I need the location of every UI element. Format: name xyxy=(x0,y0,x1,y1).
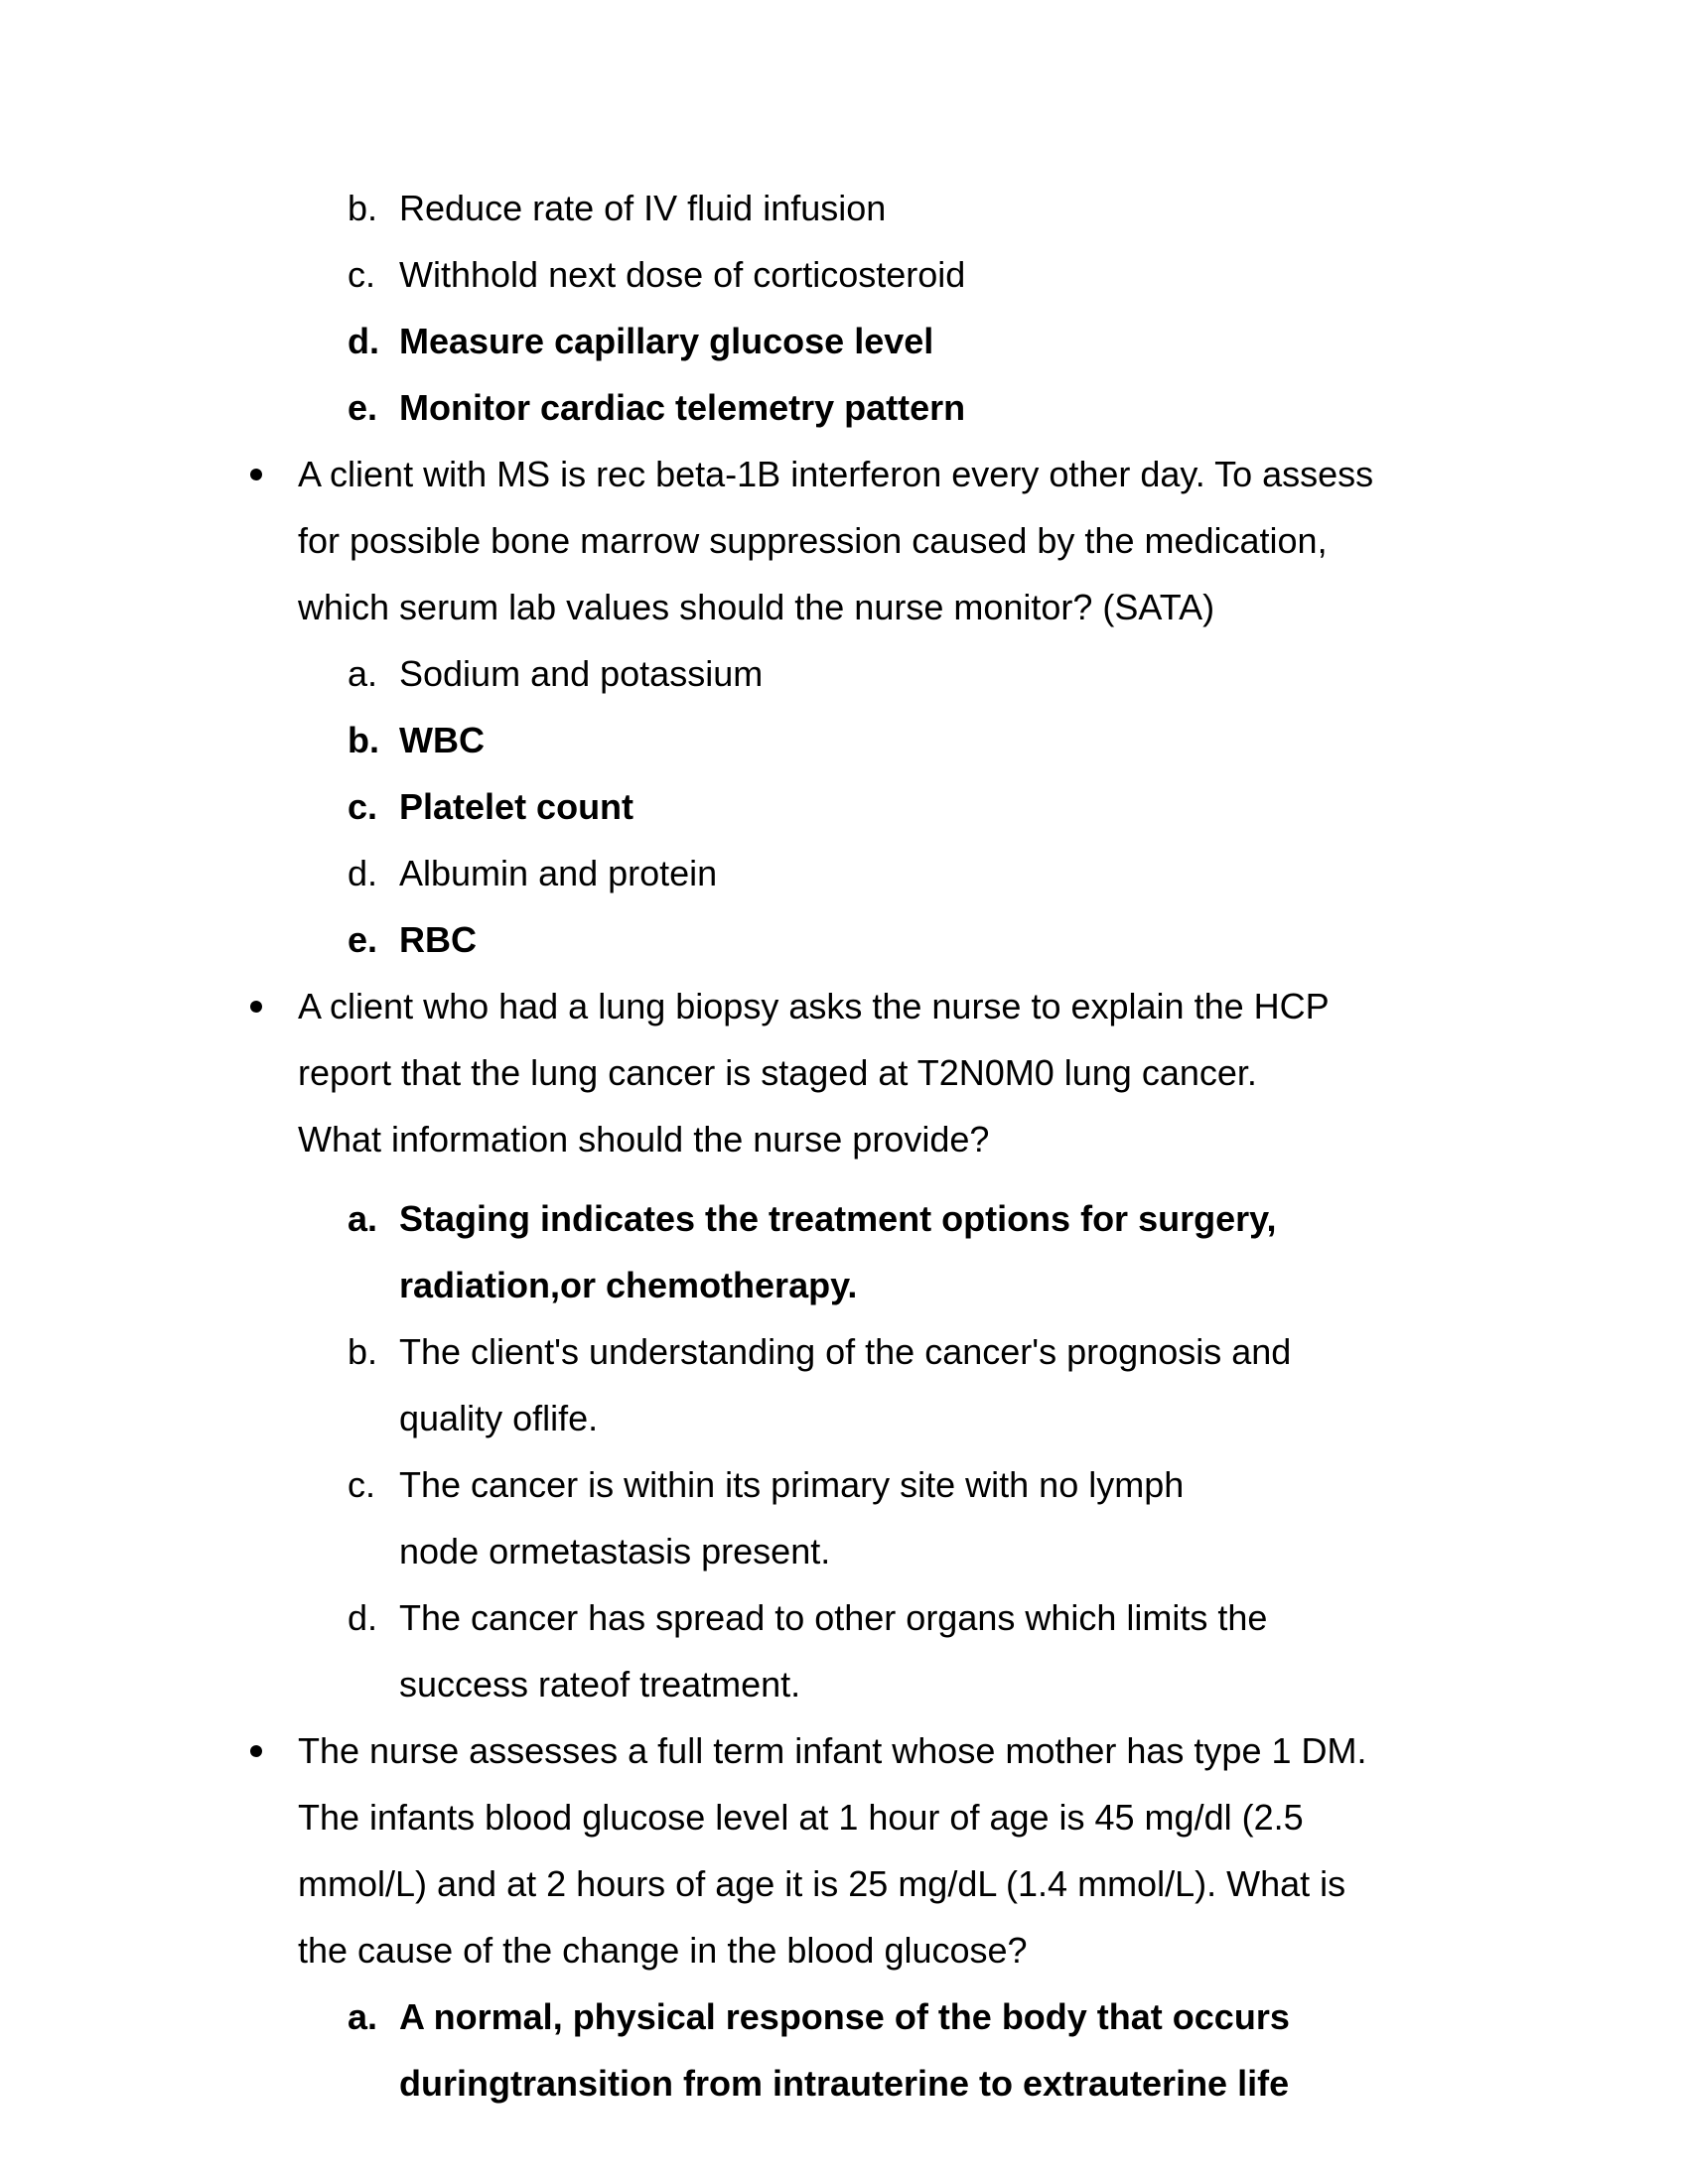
option-text: The cancer has spread to other organs which limits the xyxy=(399,1597,1268,1638)
stem-text: The infants blood glucose level at 1 hour of age is 45 mg/dl (2.5 xyxy=(298,1797,1304,1838)
option-text: The client's understanding of the cancer's prognosis and xyxy=(399,1331,1292,1372)
option-item xyxy=(0,241,1688,308)
option-continuation xyxy=(0,1385,1688,1451)
stem-text: A client who had a lung biopsy asks the nurse to explain the HCP xyxy=(298,986,1330,1026)
option-text: Staging indicates the treatment options for surgery, xyxy=(399,1198,1277,1239)
option-item xyxy=(0,175,1688,241)
option-item xyxy=(0,1451,1688,1518)
option-label: c. xyxy=(348,786,378,827)
option-label: e. xyxy=(348,919,378,960)
question-lung-cancer-staging xyxy=(0,973,1688,1717)
option-text: Albumin and protein xyxy=(399,853,718,893)
question-stem-line xyxy=(0,1717,1688,1784)
question-stem-line xyxy=(0,1106,1688,1172)
option-label: a. xyxy=(348,1996,378,2037)
bullet-icon xyxy=(250,1001,262,1013)
stem-text: report that the lung cancer is staged at T2N0M0 lung cancer. xyxy=(298,1052,1257,1093)
option-item-correct xyxy=(0,1185,1688,1252)
option-item xyxy=(0,840,1688,906)
option-item xyxy=(0,640,1688,707)
stem-text: which serum lab values should the nurse monitor? (SATA) xyxy=(298,587,1215,627)
option-label: e. xyxy=(348,387,378,428)
option-text: Monitor cardiac telemetry pattern xyxy=(399,387,966,428)
option-text: Withhold next dose of corticosteroid xyxy=(399,254,966,295)
document-content xyxy=(0,175,1688,2116)
question-stem-line xyxy=(0,1039,1688,1106)
question-stem-line xyxy=(0,1917,1688,1983)
option-text: WBC xyxy=(399,720,485,760)
option-item xyxy=(0,1584,1688,1651)
question-stem-line xyxy=(0,507,1688,574)
stem-text: What information should the nurse provide? xyxy=(298,1119,990,1160)
stem-text: mmol/L) and at 2 hours of age it is 25 mg/dL (1.4 mmol/L). What is xyxy=(298,1863,1346,1904)
option-text: Reduce rate of IV fluid infusion xyxy=(399,188,887,228)
option-continuation xyxy=(0,1518,1688,1584)
question-stem-line xyxy=(0,441,1688,507)
question-ms-interferon xyxy=(0,441,1688,973)
option-item-correct xyxy=(0,906,1688,973)
option-text: quality oflife. xyxy=(399,1398,599,1438)
option-label: c. xyxy=(348,254,376,295)
spacer xyxy=(0,1172,1688,1185)
stem-text: the cause of the change in the blood glucose? xyxy=(298,1930,1028,1971)
continued-option-list xyxy=(0,175,1688,441)
option-item-correct xyxy=(0,308,1688,374)
option-label: b. xyxy=(348,720,379,760)
option-label: d. xyxy=(348,321,379,361)
option-text: duringtransition from intrauterine to extrauterine life xyxy=(399,2063,1290,2104)
question-stem-line xyxy=(0,973,1688,1039)
stem-text: A client with MS is rec beta-1B interferon every other day. To assess xyxy=(298,454,1374,494)
option-text: The cancer is within its primary site with no lymph xyxy=(399,1464,1185,1505)
stem-text: for possible bone marrow suppression caused by the medication, xyxy=(298,520,1328,561)
option-text: RBC xyxy=(399,919,477,960)
option-item-correct xyxy=(0,707,1688,773)
option-text: success rateof treatment. xyxy=(399,1664,801,1705)
option-item-correct xyxy=(0,374,1688,441)
option-label: b. xyxy=(348,188,378,228)
question-stem-line xyxy=(0,1850,1688,1917)
option-label: d. xyxy=(348,1597,378,1638)
option-item-correct xyxy=(0,773,1688,840)
question-stem-line xyxy=(0,574,1688,640)
option-continuation xyxy=(0,2050,1688,2116)
option-label: d. xyxy=(348,853,378,893)
option-label: b. xyxy=(348,1331,378,1372)
question-infant-glucose xyxy=(0,1717,1688,2116)
option-continuation xyxy=(0,1252,1688,1318)
option-text: Sodium and potassium xyxy=(399,653,764,694)
option-item xyxy=(0,1318,1688,1385)
option-label: a. xyxy=(348,653,378,694)
question-stem-line xyxy=(0,1784,1688,1850)
option-continuation xyxy=(0,1651,1688,1717)
bullet-icon xyxy=(250,469,262,480)
option-label: a. xyxy=(348,1198,378,1239)
option-text: Platelet count xyxy=(399,786,634,827)
option-text: A normal, physical response of the body that occurs xyxy=(399,1996,1290,2037)
stem-text: The nurse assesses a full term infant whose mother has type 1 DM. xyxy=(298,1730,1367,1771)
bullet-icon xyxy=(250,1745,262,1757)
option-text: Measure capillary glucose level xyxy=(399,321,934,361)
option-text: node ormetastasis present. xyxy=(399,1531,831,1571)
option-text: radiation,or chemotherapy. xyxy=(399,1265,858,1305)
option-item-correct xyxy=(0,1983,1688,2050)
option-label: c. xyxy=(348,1464,376,1505)
